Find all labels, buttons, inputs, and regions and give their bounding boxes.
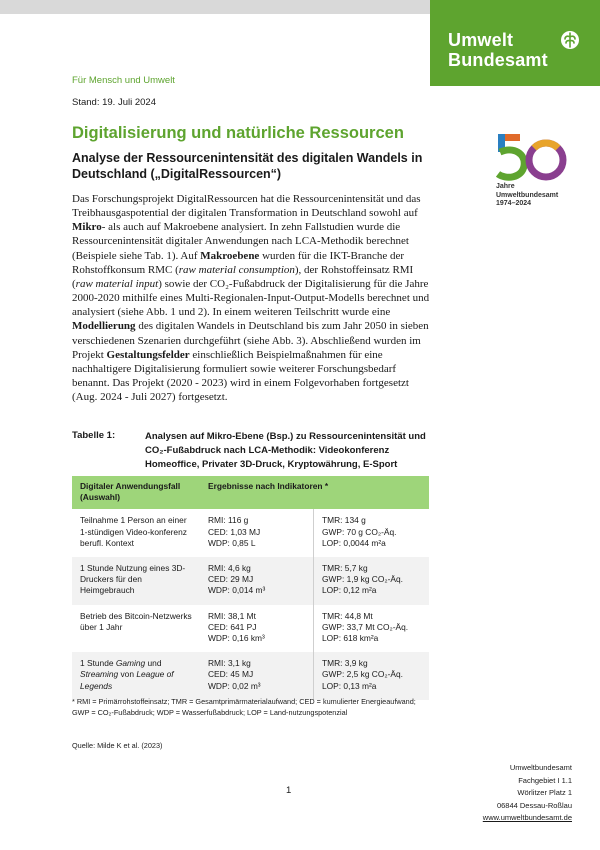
indicator-cell: TMR: 44,8 Mt GWP: 33,7 Mt CO₂-Äq. LOP: 618 km²a — [322, 610, 409, 644]
header-use-case: Digitaler Anwendungsfall (Auswahl) — [72, 476, 200, 509]
body-text — [72, 192, 430, 404]
results-table — [72, 476, 429, 700]
table-row — [72, 509, 429, 557]
page-subtitle: Analyse der Ressourcenintensität des digitalen Wandels in Deutschland („DigitalRessourcen“) — [72, 151, 423, 181]
page-title: Digitalisierung und natürliche Ressourcen — [72, 124, 404, 142]
table-header-row — [72, 476, 429, 509]
table-row — [72, 652, 429, 700]
indicator-cell: RMI: 4,6 kg CED: 29 MJ WDP: 0,014 m³ — [200, 557, 314, 605]
use-case-cell: Betrieb des Bitcoin-Netzwerks über 1 Jahr — [80, 610, 192, 632]
address-line: Umweltbundesamt — [509, 763, 572, 772]
indicator-cell: TMR: 3,9 kg GWP: 2,5 kg CO₂-Äq. LOP: 0,13 m²a — [314, 652, 430, 700]
logo-line1: Umwelt — [448, 30, 514, 50]
website-link[interactable]: www.umweltbundesamt.de — [482, 813, 572, 822]
logo-line2: Bundesamt — [448, 50, 548, 70]
anniversary-line1: Jahre — [496, 183, 515, 190]
table-caption: Analysen auf Mikro-Ebene (Bsp.) zu Ressourcenintensität und CO₂-Fußabdruck nach LCA-Methodik: Videokonferenz Homeoffice, Privater 3D-Druck, Kryptowährung, E-Sport — [145, 431, 426, 470]
table-row — [72, 605, 429, 653]
indicator-cell: TMR: 134 g GWP: 70 g CO₂-Äq. LOP: 0,0044 m²a — [322, 515, 397, 548]
indicator-cell: RMI: 116 g CED: 1,03 MJ WDP: 0,85 L — [200, 509, 314, 557]
table-footnote: * RMI = Primärrohstoffeinsatz; TMR = Gesamtprimärmaterialaufwand; CED = kumulierter Energieaufwand; GWP = CO₂-Fußabdruck; WDP = Wasserfußabdruck; LOP = Land-nutzungspotenzial — [72, 697, 416, 717]
indicator-cell: TMR: 5,7 kg GWP: 1,9 kg CO₂-Äq. LOP: 0,12 m²a — [314, 557, 430, 605]
address-line: Fachgebiet I 1.1 — [518, 775, 572, 785]
indicator-cell: RMI: 38,1 Mt CED: 641 PJ WDP: 0,16 km³ — [200, 605, 314, 653]
header-results: Ergebnisse nach Indikatoren * — [200, 476, 429, 509]
tree-icon — [560, 30, 580, 50]
indicator-cell: RMI: 3,1 kg CED: 45 MJ WDP: 0,02 m³ — [200, 652, 314, 700]
body-paragraph: Das Forschungsprojekt DigitalRessourcen hat die Ressourcenintensität und das Treibhausgaspotential der digitalen Transformation in Deutschland sowohl auf Mikro- als auch auf Makroebene analysiert. In zehn Fallstudien wurde die Ressourcenintensität digitaler Anwendungen nach LCA-Methodik berechnet (Beispiele siehe Tab. 1). Auf Makroebene wurden für die IKT-Branche der Rohstoffkonsum RMC (raw material consumption), der Rohstoffeinsatz RMI (raw material input) sowie der CO₂-Fußabdruck der Digitalisierung für die Jahre 2000-2020 mithilfe eines Multi-Regionalen-Input-Output-Modells berechnet und analysiert (siehe Abb. 1 und 2). In einem weiteren Teilschritt wurde eine Modellierung des digitalen Wandels in Deutschland bis zum Jahr 2050 in sieben verschiedenen Szenarien durchgeführt (siehe Abb. 3). Abschließend wurden im Projekt Gestaltungsfelder einschließlich Beispielmaßnahmen für eine nachhaltigere Digitalisierung formuliert sowie weiterer Forschungsbedarf benannt. Das Projekt (2020 - 2023) wird in einem Folgevorhaben fortgesetzt (Aug. 2024 - Juli 2027) fortgesetzt. — [72, 193, 430, 404]
address-line: 06844 Dessau-Roßlau — [496, 800, 572, 810]
anniversary-years: 1974–2024 — [496, 200, 532, 207]
address-line: Wörlitzer Platz 1 — [517, 788, 572, 797]
use-case-cell: Teilnahme 1 Person an einer 1-stündigen Video-konferenz berufl. Kontext — [80, 515, 187, 548]
footer-address — [483, 762, 572, 825]
table-row — [72, 557, 429, 605]
use-case-cell: 1 Stunde Nutzung eines 3D-Druckers für den Heimgebrauch — [72, 557, 200, 605]
table-label: Tabelle 1: — [72, 430, 116, 441]
anniversary-line2: Umweltbundesamt — [496, 191, 559, 199]
source-note: Quelle: Milde K et al. (2023) — [72, 741, 163, 750]
tagline: Für Mensch und Umwelt — [72, 75, 175, 86]
date-stand: Stand: 19. Juli 2024 — [72, 97, 156, 108]
uba-logo — [430, 0, 600, 86]
use-case-cell: 1 Stunde Gaming und Streaming von League of Legends — [72, 652, 200, 700]
anniversary-caption — [496, 183, 558, 209]
page-number: 1 — [286, 785, 292, 796]
